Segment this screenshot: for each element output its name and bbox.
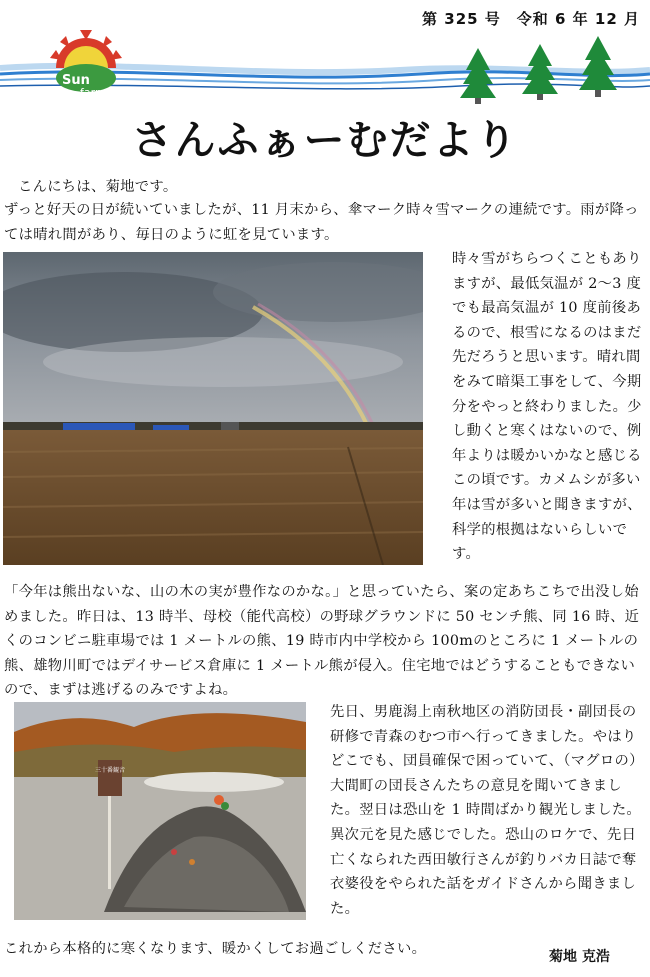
sunfarm-logo bbox=[36, 30, 136, 102]
intro-paragraph: ずっと好天の日が続いていましたが、11 月末から、傘マーク時々雪マークの連続です。雨が降っては晴れ間があり、毎日のように虹を見ています。 bbox=[4, 202, 639, 243]
trip-paragraph: 先日、男鹿潟上南秋地区の消防団長・副団長の研修で青森のむつ市へ行ってきました。やはりどこでも、団員確保で困っていて、（マグロの）大間町の団長さんたちの意見を聞いてきました。翌日は恐山を 1 時間ばかり観光しました。異次元を見た感じでした。恐山のロケで、先日亡くなられた西田敏行さんが釣りバカ日誌で奪衣婆役をやられた話をガイドさんから聞きました。 bbox=[330, 704, 644, 917]
closing-line: これから本格的に寒くなります、暖かくしてお過ごしください。 bbox=[4, 941, 427, 957]
signature: 菊地 克浩 bbox=[549, 949, 610, 965]
newsletter-title: さんふぁーむだより bbox=[131, 116, 519, 164]
logo-text-sun: Sun bbox=[62, 73, 90, 88]
bear-sightings-paragraph: 「今年は熊出ないな、山の木の実が豊作なのかな。」と思っていたら、案の定あちこちで出没し始めました。昨日は、13 時半、母校（能代高校）の野球グラウンドに 50 センチ熊、同 16 時、近くのコンビニ駐車場では 1 メートルの熊、19 時市内中学校から 100mのところに 1 メートルの熊、雄物川町ではデイサービス倉庫に 1 メートル熊が侵入。住宅地ではどうすることもできないので、まずは逃げるのみですよね。 bbox=[4, 584, 640, 699]
logo-text-farm: farm bbox=[80, 86, 106, 99]
pine-trees-decoration bbox=[456, 34, 626, 104]
osorezan-photo bbox=[14, 702, 306, 920]
photo2-sign-text: 三十番観音 bbox=[94, 767, 126, 774]
issue-number: 第 325 号 令和 6 年 12 月 bbox=[422, 10, 640, 28]
weather-paragraph: 時々雪がちらつくこともありますが、最低気温が 2～3 度でも最高気温が 10 度前後あるので、根雪になるのはまだ先だろうと思います。晴れ間をみて暗渠工事をして、今期分をやっと終わりました。少し動くと寒くはないので、例年よりは暖かいかなと感じるこの頃です。カメムシが多い年は雪が多いと聞きますが、科学的根拠はないらしいです。 bbox=[452, 251, 642, 563]
greeting: こんにちは、菊地です。 bbox=[18, 179, 178, 195]
rainbow-field-photo bbox=[3, 252, 423, 565]
